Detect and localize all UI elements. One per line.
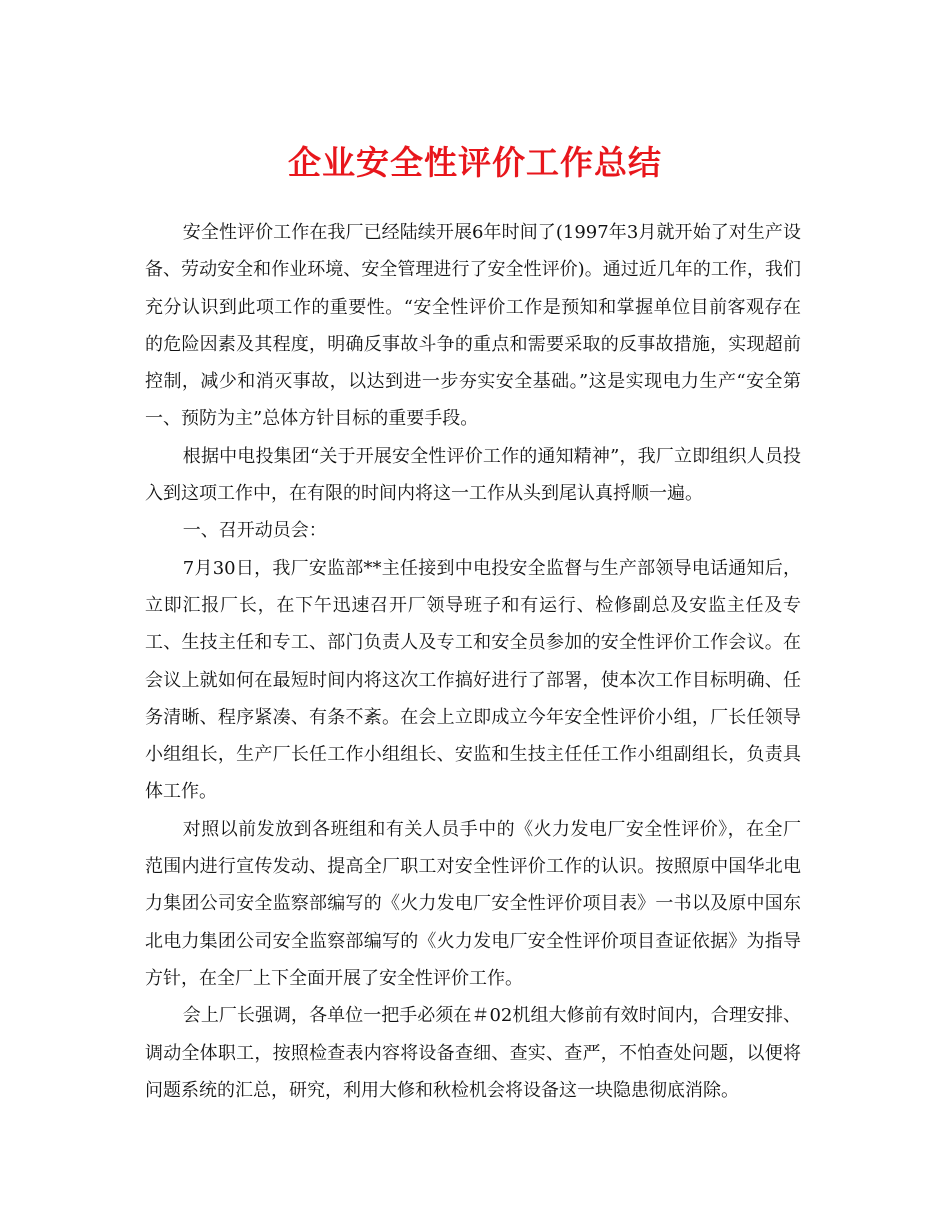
paragraph: 根据中电投集团“关于开展安全性评价工作的通知精神”，我厂立即组织人员投入到这项工作中，在有限的时间内将这一工作从头到尾认真捋顺一遍。 — [145, 445, 801, 505]
paragraph: 会上厂长强调，各单位一把手必须在＃02机组大修前有效时间内，合理安排、调动全体职工，按照检查表内容将设备查细、查实、查严，不怕查处问题，以便将问题系统的汇总，研究，利用大修和秋检机会将设备这一块隐患彻底消除。 — [145, 1005, 801, 1101]
paragraph: 安全性评价工作在我厂已经陆续开展6年时间了(1997年3月就开始了对生产设备、劳动安全和作业环境、安全管理进行了安全性评价)。通过近几年的工作，我们充分认识到此项工作的重要性。“安全性评价工作是预知和掌握单位目前客观存在的危险因素及其程度，明确反事故斗争的重点和需要采取的反事故措施，实现超前控制，减少和消灭事故，以达到进一步夯实安全基础。”这是实现电力生产“安全第一、预防为主”总体方针目标的重要手段。 — [145, 222, 801, 430]
document-title: 企业安全性评价工作总结 — [288, 143, 662, 182]
document-body — [145, 214, 801, 1109]
section-heading: 一、召开动员会： — [182, 520, 327, 542]
paragraph: 7月30日，我厂安监部**主任接到中电投安全监督与生产部领导电话通知后，立即汇报厂长，在下午迅速召开厂领导班子和有运行、检修副总及安监主任及专工、生技主任和专工、部门负责人及专工和安全员参加的安全性评价工作会议。在会议上就如何在最短时间内将这次工作搞好进行了部署，使本次工作目标明确、任务清晰、程序紧凑、有条不紊。在会上立即成立今年安全性评价小组，厂长任领导小组组长，生产厂长任工作小组组长、安监和生技主任任工作小组副组长，负责具体工作。 — [145, 557, 801, 803]
paragraph: 对照以前发放到各班组和有关人员手中的《火力发电厂安全性评价》，在全厂范围内进行宣传发动、提高全厂职工对安全性评价工作的认识。按照原中国华北电力集团公司安全监察部编写的《火力发电厂安全性评价项目表》一书以及原中国东北电力集团公司安全监察部编写的《火力发电厂安全性评价项目查证依据》为指导方针，在全厂上下全面开展了安全性评价工作。 — [145, 818, 801, 989]
